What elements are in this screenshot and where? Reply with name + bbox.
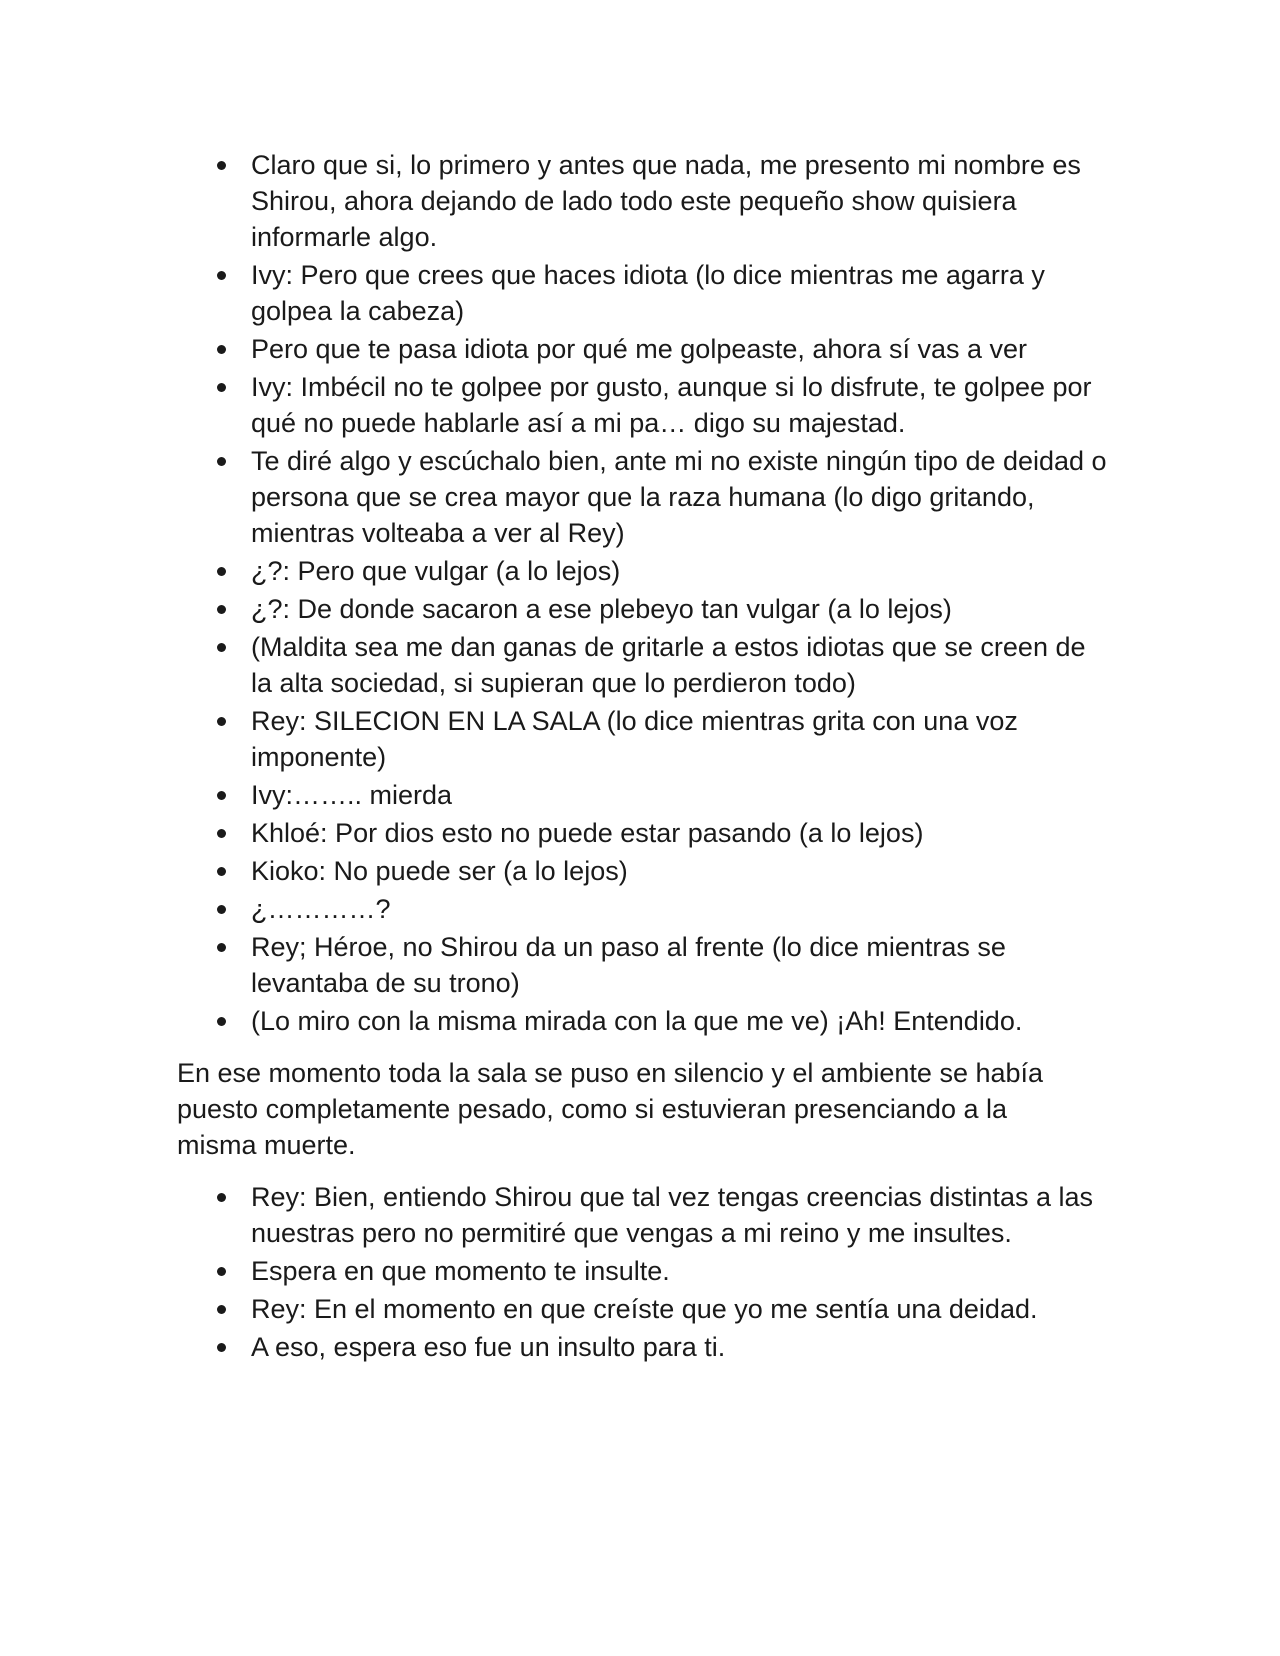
list-item-text: Pero que te pasa idiota por qué me golpeaste, ahora sí vas a ver (251, 334, 1027, 364)
list-item (177, 815, 1107, 851)
bullet-icon (217, 905, 226, 914)
bullet-icon (217, 791, 226, 800)
list-item (177, 553, 1107, 589)
list-item-text: ¿?: De donde sacaron a ese plebeyo tan vulgar (a lo lejos) (251, 594, 952, 624)
list-item-text: Espera en que momento te insulte. (251, 1256, 670, 1286)
list-item-text: Rey; Héroe, no Shirou da un paso al frente (lo dice mientras se levantaba de su trono) (251, 932, 1006, 998)
bullet-icon (217, 457, 226, 466)
list-item (177, 1179, 1107, 1251)
list-item (177, 147, 1107, 255)
bullet-icon (217, 605, 226, 614)
dialogue-list-2 (177, 1179, 1107, 1365)
list-item (177, 1329, 1107, 1365)
bullet-icon (217, 1267, 226, 1276)
list-item-text: Ivy: Pero que crees que haces idiota (lo dice mientras me agarra y golpea la cabeza) (251, 260, 1045, 326)
list-item (177, 591, 1107, 627)
bullet-icon (217, 567, 226, 576)
list-item-text: Ivy: Imbécil no te golpee por gusto, aunque si lo disfrute, te golpee por qué no puede hablarle así a mi pa… digo su majestad. (251, 372, 1092, 438)
bullet-icon (217, 161, 226, 170)
bullet-icon (217, 271, 226, 280)
list-item (177, 1291, 1107, 1327)
bullet-icon (217, 829, 226, 838)
bullet-icon (217, 1017, 226, 1026)
list-item-text: Claro que si, lo primero y antes que nada, me presento mi nombre es Shirou, ahora dejando de lado todo este pequeño show quisiera informarle algo. (251, 150, 1081, 252)
list-item-text: (Lo miro con la misma mirada con la que me ve) ¡Ah! Entendido. (251, 1006, 1023, 1036)
list-item (177, 929, 1107, 1001)
list-item-text: Khloé: Por dios esto no puede estar pasando (a lo lejos) (251, 818, 924, 848)
bullet-icon (217, 345, 226, 354)
list-item-text: Rey: En el momento en que creíste que yo me sentía una deidad. (251, 1294, 1038, 1324)
list-item (177, 331, 1107, 367)
bullet-icon (217, 943, 226, 952)
bullet-icon (217, 643, 226, 652)
list-item (177, 369, 1107, 441)
list-item (177, 443, 1107, 551)
list-item-text: A eso, espera eso fue un insulto para ti. (251, 1332, 726, 1362)
list-item-text: (Maldita sea me dan ganas de gritarle a estos idiotas que se creen de la alta sociedad, si supieran que lo perdieron todo) (251, 632, 1086, 698)
list-item (177, 777, 1107, 813)
list-item (177, 629, 1107, 701)
list-item (177, 891, 1107, 927)
list-item-text: ¿?: Pero que vulgar (a lo lejos) (251, 556, 621, 586)
bullet-icon (217, 1305, 226, 1314)
dialogue-list-1 (177, 147, 1107, 1039)
list-item-text: Kioko: No puede ser (a lo lejos) (251, 856, 628, 886)
list-item (177, 257, 1107, 329)
bullet-icon (217, 717, 226, 726)
bullet-icon (217, 383, 226, 392)
narration-paragraph: En ese momento toda la sala se puso en silencio y el ambiente se había puesto completamente pesado, como si estuvieran presenciando a la misma muerte. (177, 1058, 1044, 1160)
bullet-icon (217, 867, 226, 876)
document-content (177, 147, 1107, 1367)
bullet-icon (217, 1343, 226, 1352)
bullet-icon (217, 1193, 226, 1202)
list-item (177, 703, 1107, 775)
list-item (177, 853, 1107, 889)
list-item (177, 1253, 1107, 1289)
list-item-text: Ivy:…….. mierda (251, 780, 453, 810)
list-item-text: ¿…………? (251, 894, 391, 924)
list-item-text: Rey: SILECION EN LA SALA (lo dice mientras grita con una voz imponente) (251, 706, 1018, 772)
list-item (177, 1003, 1107, 1039)
list-item-text: Rey: Bien, entiendo Shirou que tal vez tengas creencias distintas a las nuestras pero no permitiré que vengas a mi reino y me insultes. (251, 1182, 1093, 1248)
list-item-text: Te diré algo y escúchalo bien, ante mi no existe ningún tipo de deidad o persona que se crea mayor que la raza humana (lo digo gritando, mientras volteaba a ver al Rey) (251, 446, 1107, 548)
